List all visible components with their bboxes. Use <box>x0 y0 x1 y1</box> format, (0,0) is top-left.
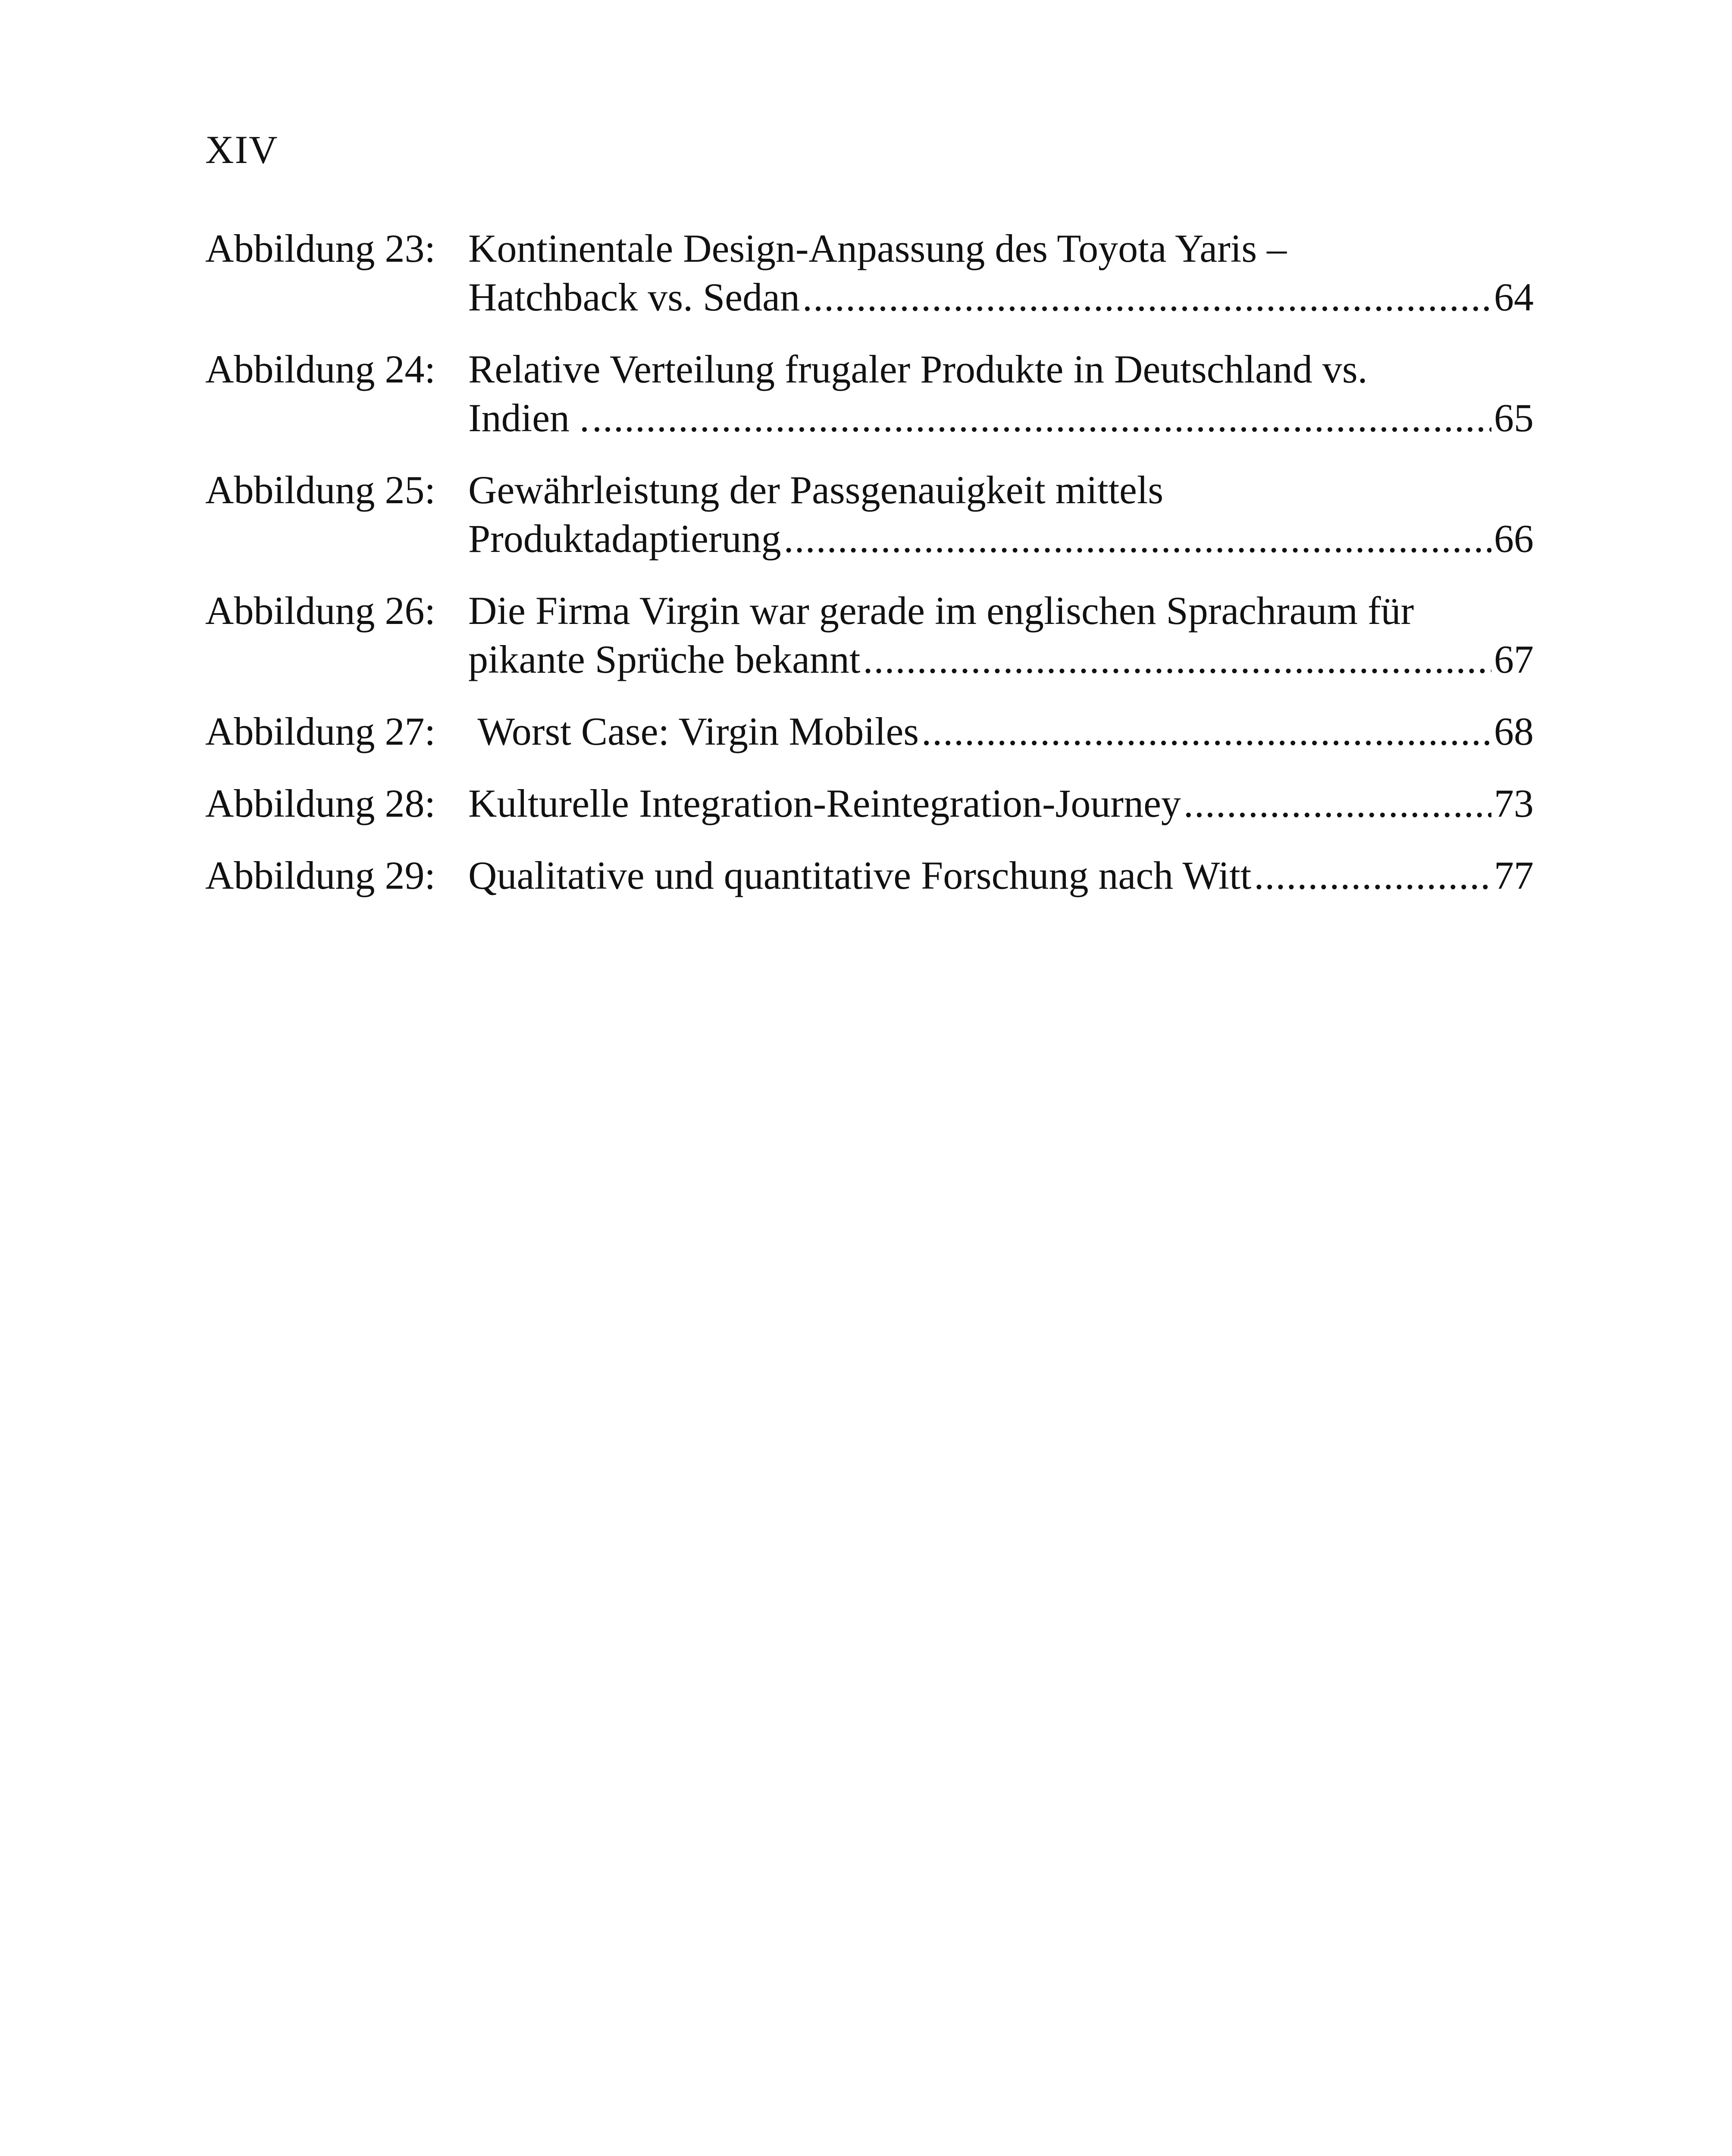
figure-title-line-1: Relative Verteilung frugaler Produkte in Deutschland vs. <box>468 347 1368 391</box>
figure-page-number: 77 <box>1494 853 1534 897</box>
figure-title-tail: pikante Sprüche bekannt <box>468 637 861 681</box>
figure-label: Abbildung 23: <box>205 226 446 270</box>
figure-entry-27[interactable] <box>205 707 1534 756</box>
figure-entry-26[interactable] <box>205 586 1534 684</box>
figure-page-number: 66 <box>1494 517 1534 561</box>
figure-entry-body <box>468 586 1534 684</box>
figure-entry-body <box>468 707 1534 756</box>
figure-title-tail: Worst Case: Virgin Mobiles <box>468 709 919 753</box>
figure-title-line-2 <box>468 635 1534 684</box>
figure-page-number: 67 <box>1494 637 1534 681</box>
figure-title-line-1: Kontinentale Design-Anpassung des Toyota Yaris – <box>468 226 1287 270</box>
dot-leader <box>784 514 1491 563</box>
figure-title-tail: Produktadaptierung <box>468 517 781 561</box>
figure-page-number: 68 <box>1494 709 1534 753</box>
figure-title-tail: Kulturelle Integration-Reintegration-Journey <box>468 781 1181 825</box>
figure-page-number: 64 <box>1494 275 1534 319</box>
dot-leader <box>592 394 1491 442</box>
dot-leader <box>802 273 1491 322</box>
figure-entry-28[interactable] <box>205 779 1534 828</box>
list-of-figures <box>205 224 1534 923</box>
figure-title-line-2 <box>468 273 1534 322</box>
figure-label: Abbildung 26: <box>205 589 446 633</box>
figure-title-tail: Indien . <box>468 396 590 440</box>
figure-label: Abbildung 24: <box>205 347 446 391</box>
figure-entry-body <box>468 851 1534 900</box>
figure-title-line <box>468 779 1534 828</box>
figure-title-line <box>468 851 1534 900</box>
figure-entry-29[interactable] <box>205 851 1534 900</box>
dot-leader <box>921 707 1491 756</box>
figure-label: Abbildung 29: <box>205 853 446 897</box>
figure-entry-23[interactable] <box>205 224 1534 322</box>
figure-entry-24[interactable] <box>205 345 1534 442</box>
figure-title-line <box>468 707 1534 756</box>
figure-title-tail: Hatchback vs. Sedan <box>468 275 800 319</box>
figure-label: Abbildung 27: <box>205 709 446 753</box>
figure-label: Abbildung 28: <box>205 781 446 825</box>
page-number: XIV <box>205 128 279 172</box>
figure-label: Abbildung 25: <box>205 468 446 512</box>
figure-entry-body <box>468 779 1534 828</box>
figure-entry-body <box>468 466 1534 563</box>
figure-title-tail: Qualitative und quantitative Forschung nach Witt <box>468 853 1252 897</box>
figure-entry-25[interactable] <box>205 466 1534 563</box>
figure-entry-body <box>468 345 1534 442</box>
figure-title-line-2 <box>468 394 1534 442</box>
figure-page-number: 65 <box>1494 396 1534 440</box>
figure-title-line-1: Die Firma Virgin war gerade im englischen Sprachraum für <box>468 589 1414 633</box>
figure-entry-body <box>468 224 1534 322</box>
figure-title-line-1: Gewährleistung der Passgenauigkeit mittels <box>468 468 1164 512</box>
dot-leader <box>1184 779 1491 828</box>
figure-page-number: 73 <box>1494 781 1534 825</box>
figure-title-line-2 <box>468 514 1534 563</box>
dot-leader <box>863 635 1492 684</box>
dot-leader <box>1254 851 1491 900</box>
